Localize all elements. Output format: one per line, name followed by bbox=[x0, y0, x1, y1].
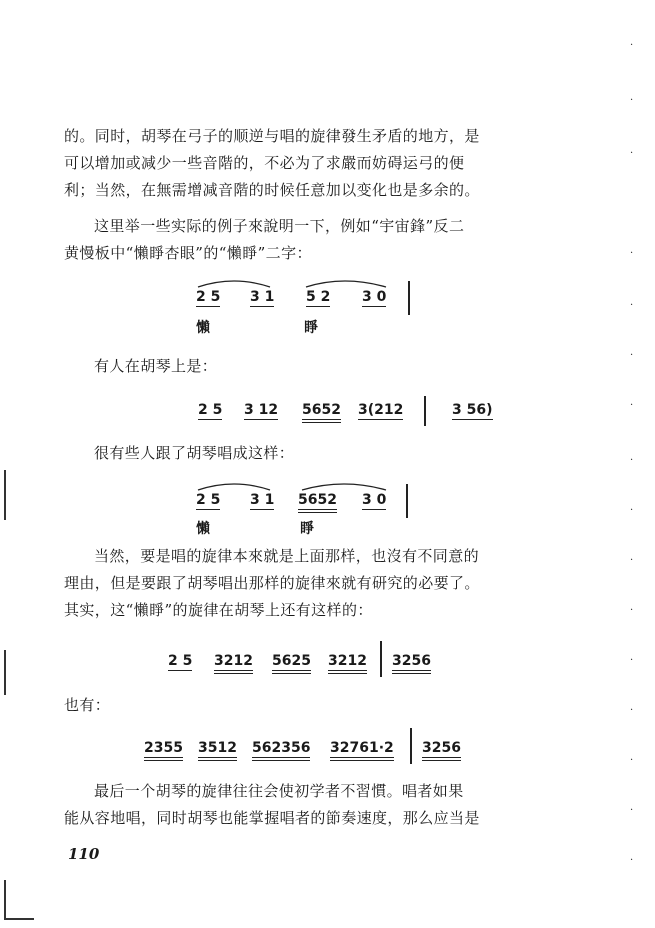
text-line: 黄慢板中“懶睜杏眼”的“懶睜”二字： bbox=[64, 244, 312, 262]
scan-speck: · bbox=[630, 40, 634, 51]
text-line: 很有些人跟了胡琴唱成这样： bbox=[94, 444, 295, 462]
note-group: 2 5 bbox=[196, 289, 221, 305]
note-group: 2355 bbox=[144, 740, 183, 761]
text-line: 理由，但是要跟了胡琴唱出那样的旋律來就有研究的必要了。 bbox=[64, 574, 480, 592]
note-group: 3 12 bbox=[244, 402, 279, 418]
notation-example-5 bbox=[144, 740, 484, 766]
notation-example-1 bbox=[194, 289, 424, 319]
scan-speck: · bbox=[630, 855, 634, 866]
note-group: 3 1 bbox=[250, 289, 275, 305]
page-number: 110 bbox=[68, 845, 100, 863]
note-group: 3 56) bbox=[452, 402, 493, 418]
note-group: 5625 bbox=[272, 653, 311, 674]
notation-example-4 bbox=[168, 653, 468, 679]
scan-speck: · bbox=[630, 805, 634, 816]
scan-speck: · bbox=[630, 400, 634, 411]
scan-edge-line bbox=[4, 918, 34, 920]
lyric: 懶 bbox=[196, 521, 210, 537]
note-group: 2 5 bbox=[198, 402, 223, 418]
text-line: 可以增加或减少一些音階的，不必为了求嚴而妨碍运弓的便 bbox=[64, 154, 465, 172]
slur-mark bbox=[194, 277, 414, 289]
paragraph-5 bbox=[64, 543, 554, 624]
note-group: 5652 bbox=[302, 402, 341, 423]
note-group: 3212 bbox=[214, 653, 253, 674]
scan-edge-line bbox=[4, 650, 6, 695]
note-group: 3 0 bbox=[362, 289, 387, 305]
note-group: 3512 bbox=[198, 740, 237, 761]
scan-speck: · bbox=[630, 505, 634, 516]
text-line: 当然，要是唱的旋律本來就是上面那样，也沒有不同意的 bbox=[94, 547, 480, 565]
scan-speck: · bbox=[630, 300, 634, 311]
scan-speck: · bbox=[630, 350, 634, 361]
text-line: 的。同时，胡琴在弓子的顺逆与唱的旋律發生矛盾的地方，是 bbox=[64, 127, 480, 145]
text-line: 利；当然，在無需增减音階的时候任意加以变化也是多余的。 bbox=[64, 181, 480, 199]
scan-speck: · bbox=[630, 705, 634, 716]
note-group: 3256 bbox=[392, 653, 431, 674]
lyric: 懶 bbox=[196, 320, 210, 336]
paragraph-1 bbox=[64, 123, 554, 204]
scan-speck: · bbox=[630, 148, 634, 159]
slur-mark bbox=[194, 480, 414, 492]
scan-speck: · bbox=[630, 655, 634, 666]
text-line: 能从容地唱，同时胡琴也能掌握唱者的節奏速度，那么应当是 bbox=[64, 809, 480, 827]
text-line: 其实，这“懶睜”的旋律在胡琴上还有这样的： bbox=[64, 601, 373, 619]
scan-edge-line bbox=[4, 880, 6, 920]
bar-line bbox=[380, 641, 382, 677]
lyric: 睜 bbox=[304, 320, 318, 336]
bar-line bbox=[408, 281, 410, 315]
scan-speck: · bbox=[630, 95, 634, 106]
note-group: 32761·2 bbox=[330, 740, 394, 761]
text-line: 这里举一些实际的例子來說明一下，例如“宇宙鋒”反二 bbox=[94, 217, 465, 235]
lyric: 睜 bbox=[300, 521, 314, 537]
scan-edge-line bbox=[4, 470, 6, 520]
note-group: 3 1 bbox=[250, 492, 275, 508]
note-group: 5 2 bbox=[306, 289, 331, 305]
paragraph-3 bbox=[64, 353, 554, 380]
scan-speck: · bbox=[630, 605, 634, 616]
note-group: 3256 bbox=[422, 740, 461, 761]
bar-line bbox=[406, 484, 408, 518]
scan-speck: · bbox=[630, 755, 634, 766]
note-group: 2 5 bbox=[168, 653, 193, 669]
scan-speck: · bbox=[630, 555, 634, 566]
paragraph-6 bbox=[64, 692, 554, 719]
note-group: 3 0 bbox=[362, 492, 387, 508]
notation-example-2 bbox=[198, 402, 518, 428]
note-group: 3(212 bbox=[358, 402, 404, 418]
text-line: 也有： bbox=[64, 696, 111, 714]
note-group: 2 5 bbox=[196, 492, 221, 508]
text-line: 最后一个胡琴的旋律往往会使初学者不習慣。唱者如果 bbox=[94, 782, 464, 800]
scan-speck: · bbox=[630, 455, 634, 466]
note-group: 5652 bbox=[298, 492, 337, 513]
paragraph-2 bbox=[64, 213, 554, 267]
paragraph-7 bbox=[64, 778, 554, 832]
paragraph-4 bbox=[64, 440, 554, 467]
text-line: 有人在胡琴上是： bbox=[94, 357, 218, 375]
bar-line bbox=[424, 396, 426, 426]
scan-speck: · bbox=[630, 248, 634, 259]
bar-line bbox=[410, 728, 412, 764]
note-group: 3212 bbox=[328, 653, 367, 674]
note-group: 562356 bbox=[252, 740, 310, 761]
